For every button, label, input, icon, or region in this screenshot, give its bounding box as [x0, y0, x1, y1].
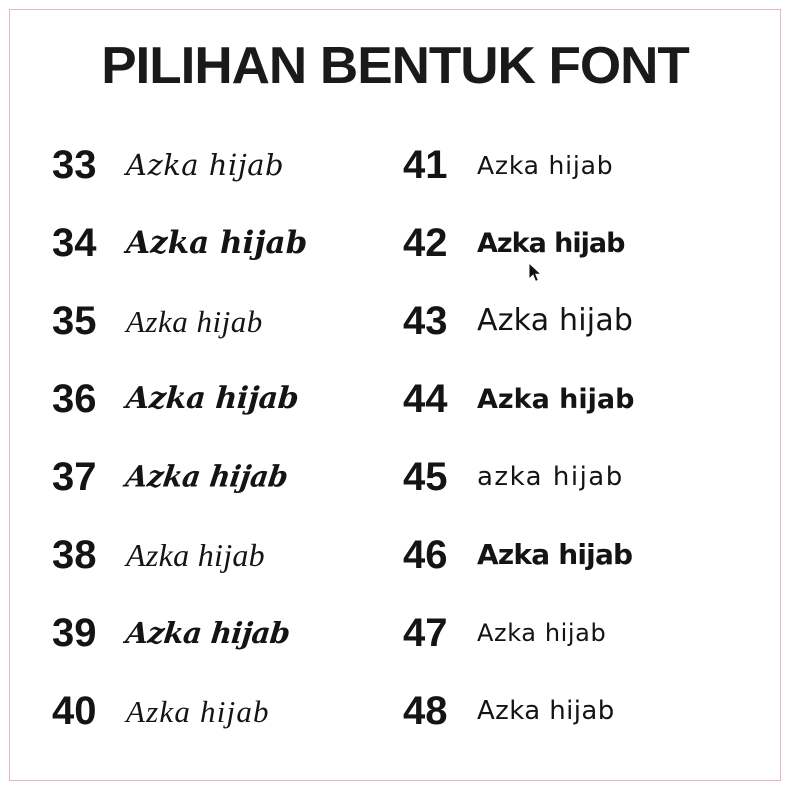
- font-sample: Azka hijab: [477, 227, 625, 259]
- font-sample: Azka hijab: [477, 383, 635, 415]
- font-number: 46: [403, 533, 448, 577]
- font-number: 43: [403, 299, 448, 343]
- font-row[interactable]: [52, 672, 403, 750]
- font-number: 44: [403, 377, 448, 421]
- font-row[interactable]: [52, 204, 403, 282]
- font-number: 33: [52, 143, 97, 187]
- font-row[interactable]: [52, 438, 403, 516]
- font-sample: Azka hijab: [126, 537, 265, 573]
- page-title: PILIHAN BENTUK FONT: [101, 37, 689, 95]
- font-row[interactable]: [403, 204, 754, 282]
- right-column: [403, 126, 754, 750]
- font-number: 45: [403, 455, 448, 499]
- font-sample: Azka hijab: [126, 147, 285, 182]
- font-row[interactable]: [52, 594, 403, 672]
- font-sample: Azka hijab: [477, 303, 634, 338]
- font-row[interactable]: [52, 282, 403, 360]
- font-sample: Azka hijab: [124, 615, 292, 650]
- font-number: 41: [403, 143, 448, 187]
- font-row[interactable]: [52, 126, 403, 204]
- font-row[interactable]: [403, 594, 754, 672]
- font-sample: Azka hijab: [126, 224, 308, 261]
- font-sample: Azka hijab: [477, 619, 607, 647]
- font-number: 36: [52, 377, 97, 421]
- font-number: 47: [403, 611, 448, 655]
- font-number: 37: [52, 455, 97, 499]
- font-sample: azka hijab: [477, 462, 624, 492]
- poster-content: [28, 18, 762, 772]
- font-row[interactable]: [403, 438, 754, 516]
- font-number: 40: [52, 689, 97, 733]
- font-number: 35: [52, 299, 97, 343]
- font-number: 34: [52, 221, 97, 265]
- font-sample: Azka hijab: [477, 150, 614, 180]
- font-sample: Azka hijab: [124, 381, 300, 416]
- font-number: 48: [403, 689, 448, 733]
- font-number: 38: [52, 533, 97, 577]
- font-number: 39: [52, 611, 97, 655]
- font-row[interactable]: [403, 516, 754, 594]
- font-sample: Azka hijab: [126, 303, 263, 339]
- font-list: [28, 126, 762, 750]
- font-sample: Azka hijab: [477, 538, 633, 571]
- font-row[interactable]: [52, 360, 403, 438]
- font-row[interactable]: [403, 672, 754, 750]
- font-row[interactable]: [403, 282, 754, 360]
- font-row[interactable]: [403, 126, 754, 204]
- font-number: 42: [403, 221, 448, 265]
- font-row[interactable]: [403, 360, 754, 438]
- font-sample: Azka hijab: [123, 459, 291, 494]
- font-sample: Azka hijab: [477, 696, 615, 726]
- font-row[interactable]: [52, 516, 403, 594]
- left-column: [52, 126, 403, 750]
- font-sample: Azka hijab: [126, 693, 270, 729]
